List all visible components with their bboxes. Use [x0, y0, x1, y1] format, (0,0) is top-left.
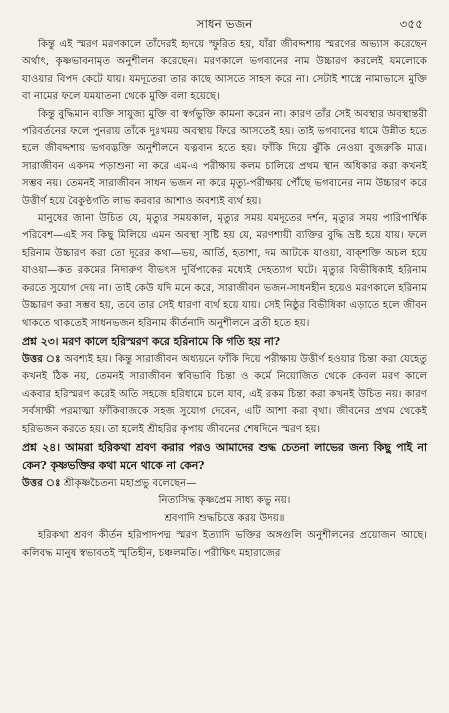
paragraph-3: মানুষের জানা উচিত যে, মৃত্যুর সময়কাল, মৃত্যুর সময় যমদূতের দর্শন, মৃত্যুর সময় পারিপার্শ্বিক পরিবেশ—এই সব কিছু মিলিয়ে এমন অবস্থা সৃষ্টি হয় যে, মরণশায়ী ব্যক্তির বুদ্ধি ভ্রষ্ট হয়ে যায়। ফলে হরিনাম উচ্চারণ করা তো দূরের কথা—ভয়, আর্তি, হতাশা, দম আটকে যাওয়া, বাক্শক্তি অচল হয়ে যাওয়া—কত রকমের নিদারুণ বীভৎস দুর্বিপাকের মধ্যেই দেহত্যাগ ঘটে। মৃত্যুর বিভীষিকাই হরিনাম করতে সুযোগ দেয় না। তাই কেউ যদি মনে করে, সারাজীবন ভজন-সাধনহীন হয়েও মরণকালে হরিনাম উচ্চারণ করা সম্ভব হয়, তবে তার সেই ধারণা ব্যর্থ হয়ে যায়। সেই নিষ্ঠুর বিভীষিকা এড়াতে হলে জীবন থাকতে থাকতেই সাধনভজন হরিনাম কীর্তনাদি অনুশীলনে ব্রতী হতে হয়। [22, 213, 427, 329]
question-23: প্রশ্ন ২৩। মরণ কালে হরিস্মরণ করে হরিনামে কি গতি হয় না? [22, 334, 281, 348]
page-header [22, 14, 427, 36]
answer-label: উত্তর ঃ [22, 476, 61, 489]
verse-line-2: শ্রবণাদি শুদ্ধচিত্তে করয় উদয়॥ [164, 512, 285, 524]
page-number: ৩৫৫ [399, 17, 423, 31]
running-title: সাধন ভজন [196, 17, 253, 31]
question-24: প্রশ্ন ২৪। আমরা হরিকথা শ্রবণ করার পরও আমাদের শুদ্ধ চেতনা লাভের জন্য কিছু পাই না কেন? কৃষ্ণভক্তির কথা মনে থাকে না কেন? [22, 440, 427, 472]
paragraph-4: হরিকথা শ্রবণ কীর্তন হরিপাদপদ্ম স্মরণ ইত্যাদি ভক্তির অঙ্গগুলি অনুশীলনের প্রয়োজন আছে। কলিবদ্ধ মানুষ স্বভাবতই স্মৃতিহীন, চঞ্চলমতি। পরীক্ষিৎ মহারাজের [22, 530, 427, 559]
paragraph-2: কিন্তু বুদ্ধিমান ব্যক্তি সাযুজ্য মুক্তি বা স্বর্গভুক্তি কামনা করেন না। কারণ তাঁর সেই অবস্থার অবস্থান্তরী পরিবর্তনের ফলে পুনরায় তাঁকে দুঃখময় অবস্থায় ফিরে আসতেই হয়। তাই ভগবানের ধামে উন্নীত হতে হলে জীবদ্দশায় ভগবদ্ভক্তি অনুশীলনে যত্নবান হতে হয়। ফাঁকি দিয়ে ঝুঁকি নেওয়া বুজরুকি মাত্র। সারাজীবন একদম পড়াশুনা না করে এম-এ পরীক্ষায় কলম চালিয়ে প্রথম স্থান অধিকার করা কখনই সম্ভব নয়। তেমনই সারাজীবন সাধন ভজন না করে মৃত্যু-পরীক্ষায় পৌঁছে ভগবানের নাম উচ্চারণ করে উত্তীর্ণ হয়ে বৈকুণ্ঠগতি লাভ করবার আশাও অবশ্যই ব্যর্থ হয়। [22, 108, 427, 207]
verse-line-1: নিত্যসিদ্ধ কৃষ্ণপ্রেম সাধ্য কভু নয়। [158, 495, 291, 507]
page-body [22, 36, 427, 562]
answer-23-text: অবশ্যই হয়। কিন্তু সারাজীবন অধ্যয়নে ফাঁকি দিয়ে পরীক্ষায় উত্তীর্ণ হওয়ার চিন্তা করা যেহেতু কখনই ঠিক নয়, তেমনই সারাজীবন স্ববিভাবি চিন্তা ও কর্মে নিয়োজিত থেকে কেবল মরণ কালে একবার হরিস্মরণ করেই অতি সহজে হরিধামে চলে যাব, এই রকম চিন্তা করা কখনই উচিত নয়। কারণ সর্বসাক্ষী পরমাত্মা ফাঁকিবাজকে সহজ সুযোগ দেবেন, এটি আশা করা বৃথা। জীবনের প্রথম থেকেই হরিভজন করতে হয়। তা হলেই শ্রীহরির কৃপায় জীবনের শেষদিনে স্মরণ হয়। [22, 353, 427, 435]
paragraph-1: কিন্তু এই স্মরণ মরণকালে তাঁদেরই হৃদয়ে স্ফুরিত হয়, যাঁরা জীবদ্দশায় স্মরণের অভ্যাস করেছেন অর্থাৎ, কৃষ্ণভাবনামৃত অনুশীলন করেছেন। মরণকালে ভগবানের নাম উচ্চারণ করলেই যমলোকে যাওয়ার বিপদ কেটে যায়। যমদূতেরা তার কাছে আসতে সাহস করে না। সেটাই শাস্ত্রে নামাভাসে মুক্তি বা নামের ফলে যমযাতনা থেকে মুক্তি বলা হয়েছে। [22, 39, 427, 103]
answer-23 [22, 351, 427, 438]
verse-quote [22, 492, 427, 527]
answer-24-text: শ্রীকৃষ্ণচৈতন্য মহাপ্রভু বলেছেন— [63, 477, 197, 489]
answer-label: উত্তর ঃ [22, 352, 61, 365]
answer-24 [22, 475, 427, 492]
